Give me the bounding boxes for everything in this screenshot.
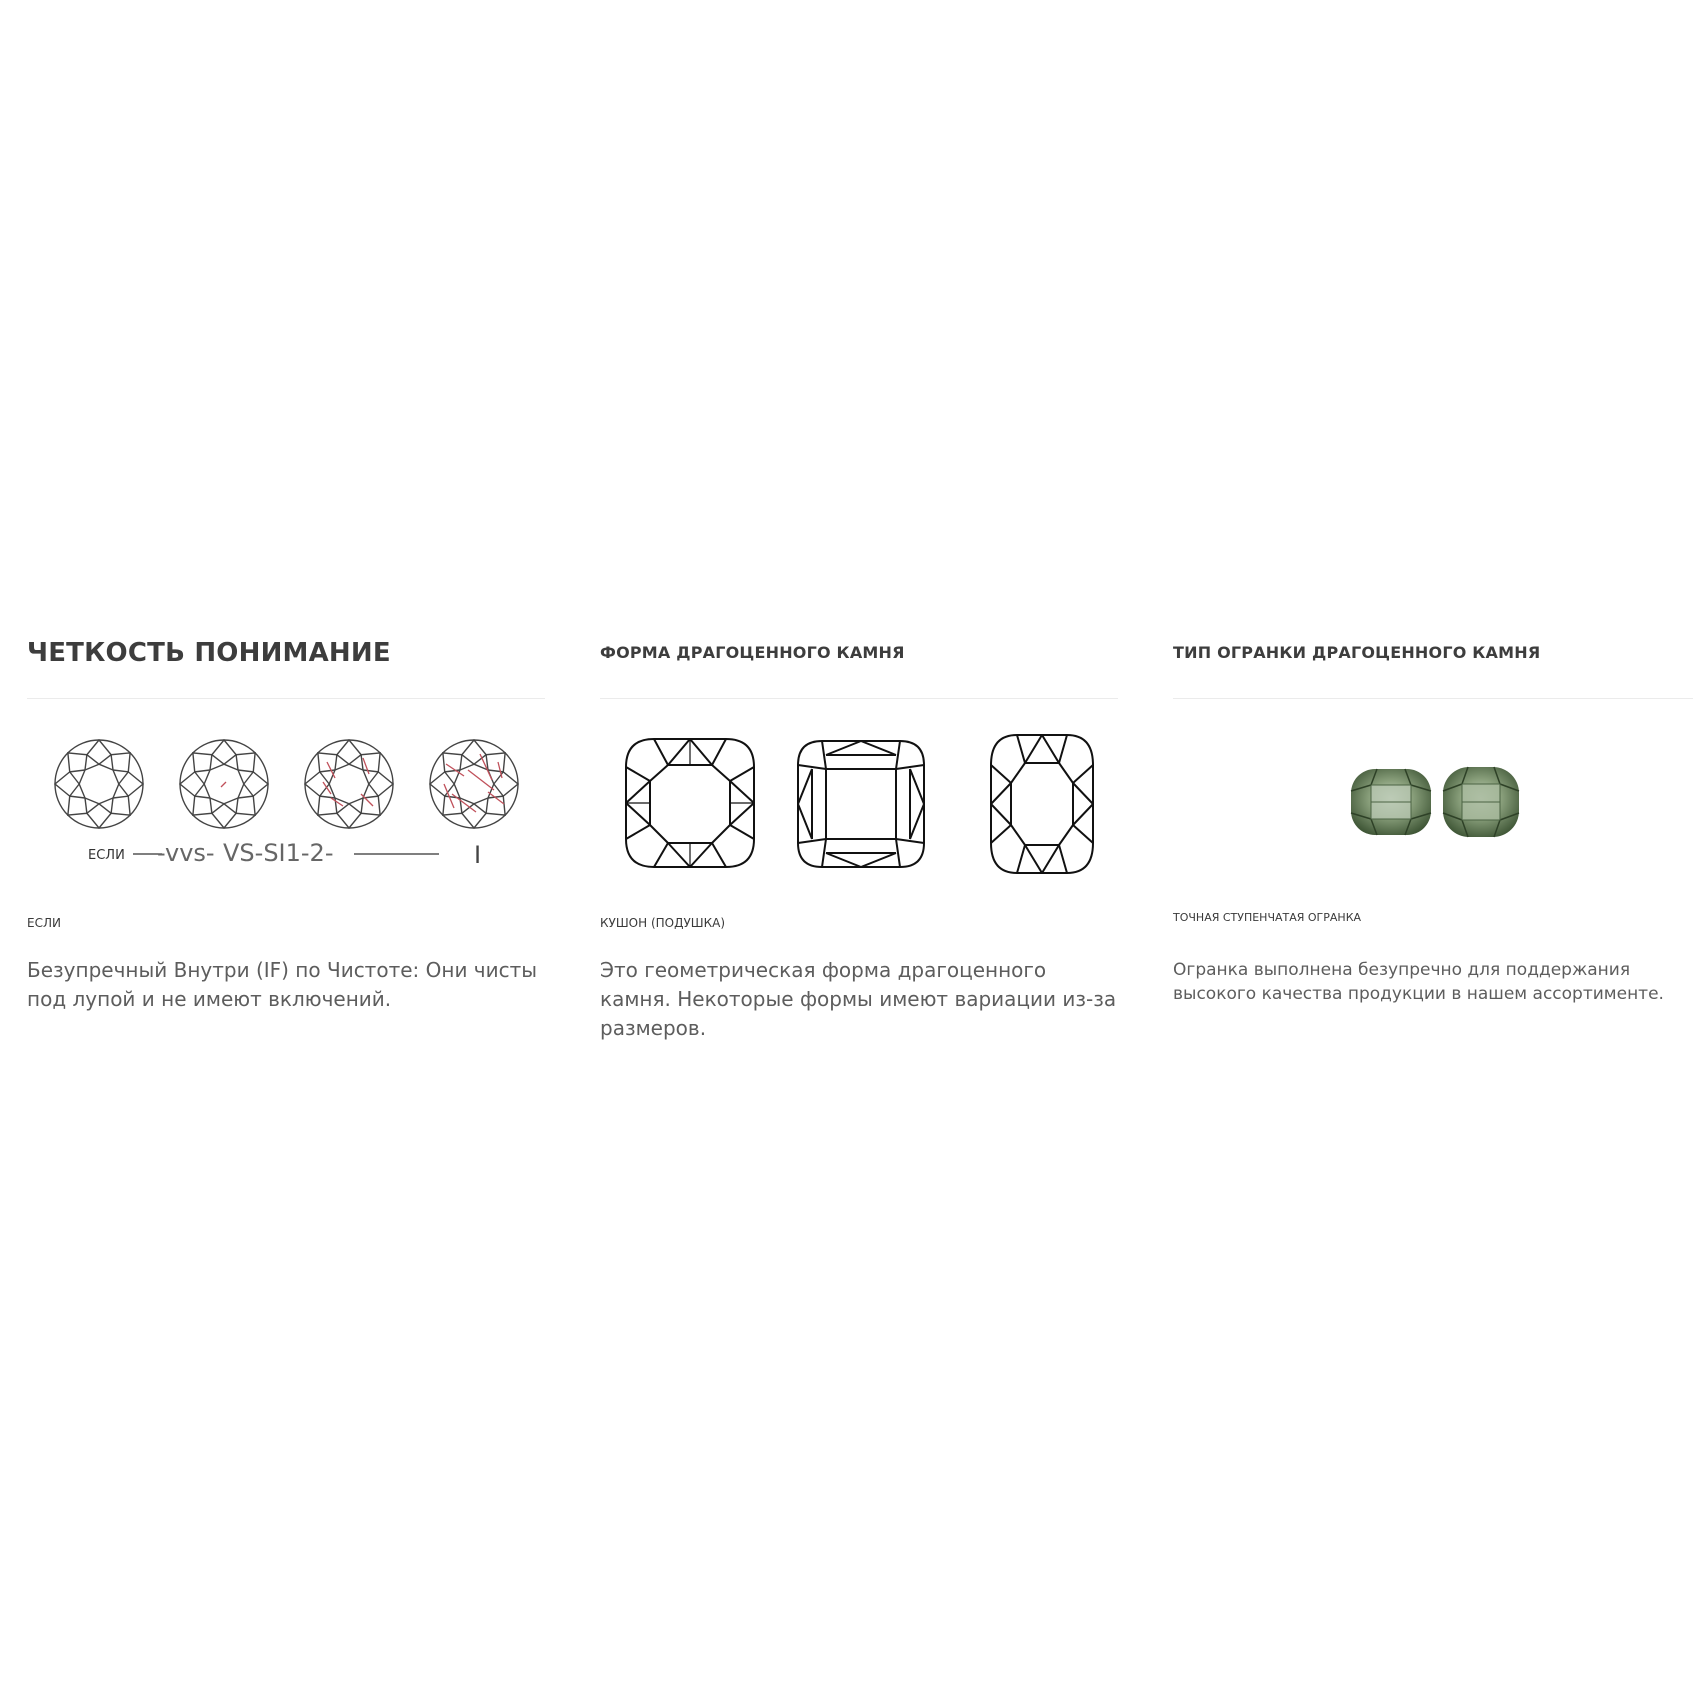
- shape-caption: КУШОН (ПОДУШКА): [600, 916, 726, 930]
- gemstone-photo-2: [1443, 767, 1519, 837]
- shape-section: [600, 630, 1118, 1040]
- clarity-scale-label-if: ЕСЛИ: [88, 848, 125, 863]
- shape-figure: [600, 699, 1118, 909]
- clarity-section: [27, 630, 545, 1011]
- cushion-shape-elongated: [991, 735, 1093, 873]
- cut-description: Огранка выполнена безупречно для поддержания высокого качества продукции в нашем ассортименте.: [1173, 960, 1664, 1004]
- inclusion-mark: [221, 782, 226, 787]
- clarity-title: ЧЕТКОСТЬ ПОНИМАНИЕ: [27, 638, 391, 668]
- clarity-diamond-vs-si: [305, 740, 393, 828]
- clarity-scale-label-i: I: [474, 841, 482, 869]
- cut-figure: [1173, 699, 1693, 909]
- clarity-diamond-vvs: [180, 740, 268, 828]
- clarity-scale-label-vvs: -vvs-: [157, 839, 215, 867]
- shape-description: Это геометрическая форма драгоценного камня. Некоторые формы имеют вариации из-за размеров.: [600, 958, 1117, 1040]
- clarity-caption: ЕСЛИ: [27, 916, 61, 930]
- clarity-description: Безупречный Внутри (IF) по Чистоте: Они чисты под лупой и не имеют включений.: [27, 958, 538, 1011]
- shape-title: ФОРМА ДРАГОЦЕННОГО КАМНЯ: [600, 643, 905, 662]
- clarity-diamond-i: [430, 740, 518, 828]
- cushion-shape-square: [798, 741, 924, 867]
- cut-section: [1173, 630, 1693, 1004]
- inclusion-mark: [468, 770, 494, 790]
- cut-title: ТИП ОГРАНКИ ДРАГОЦЕННОГО КАМНЯ: [1173, 643, 1541, 662]
- cushion-shape-classic: [626, 739, 754, 867]
- clarity-scale-label-vs-si: VS-SI1-2-: [223, 839, 334, 867]
- cut-caption: ТОЧНАЯ СТУПЕНЧАТАЯ ОГРАНКА: [1173, 911, 1362, 924]
- clarity-diamond-if: [55, 740, 143, 828]
- gemstone-photo-1: [1351, 769, 1431, 835]
- clarity-scale-figure: [27, 699, 545, 909]
